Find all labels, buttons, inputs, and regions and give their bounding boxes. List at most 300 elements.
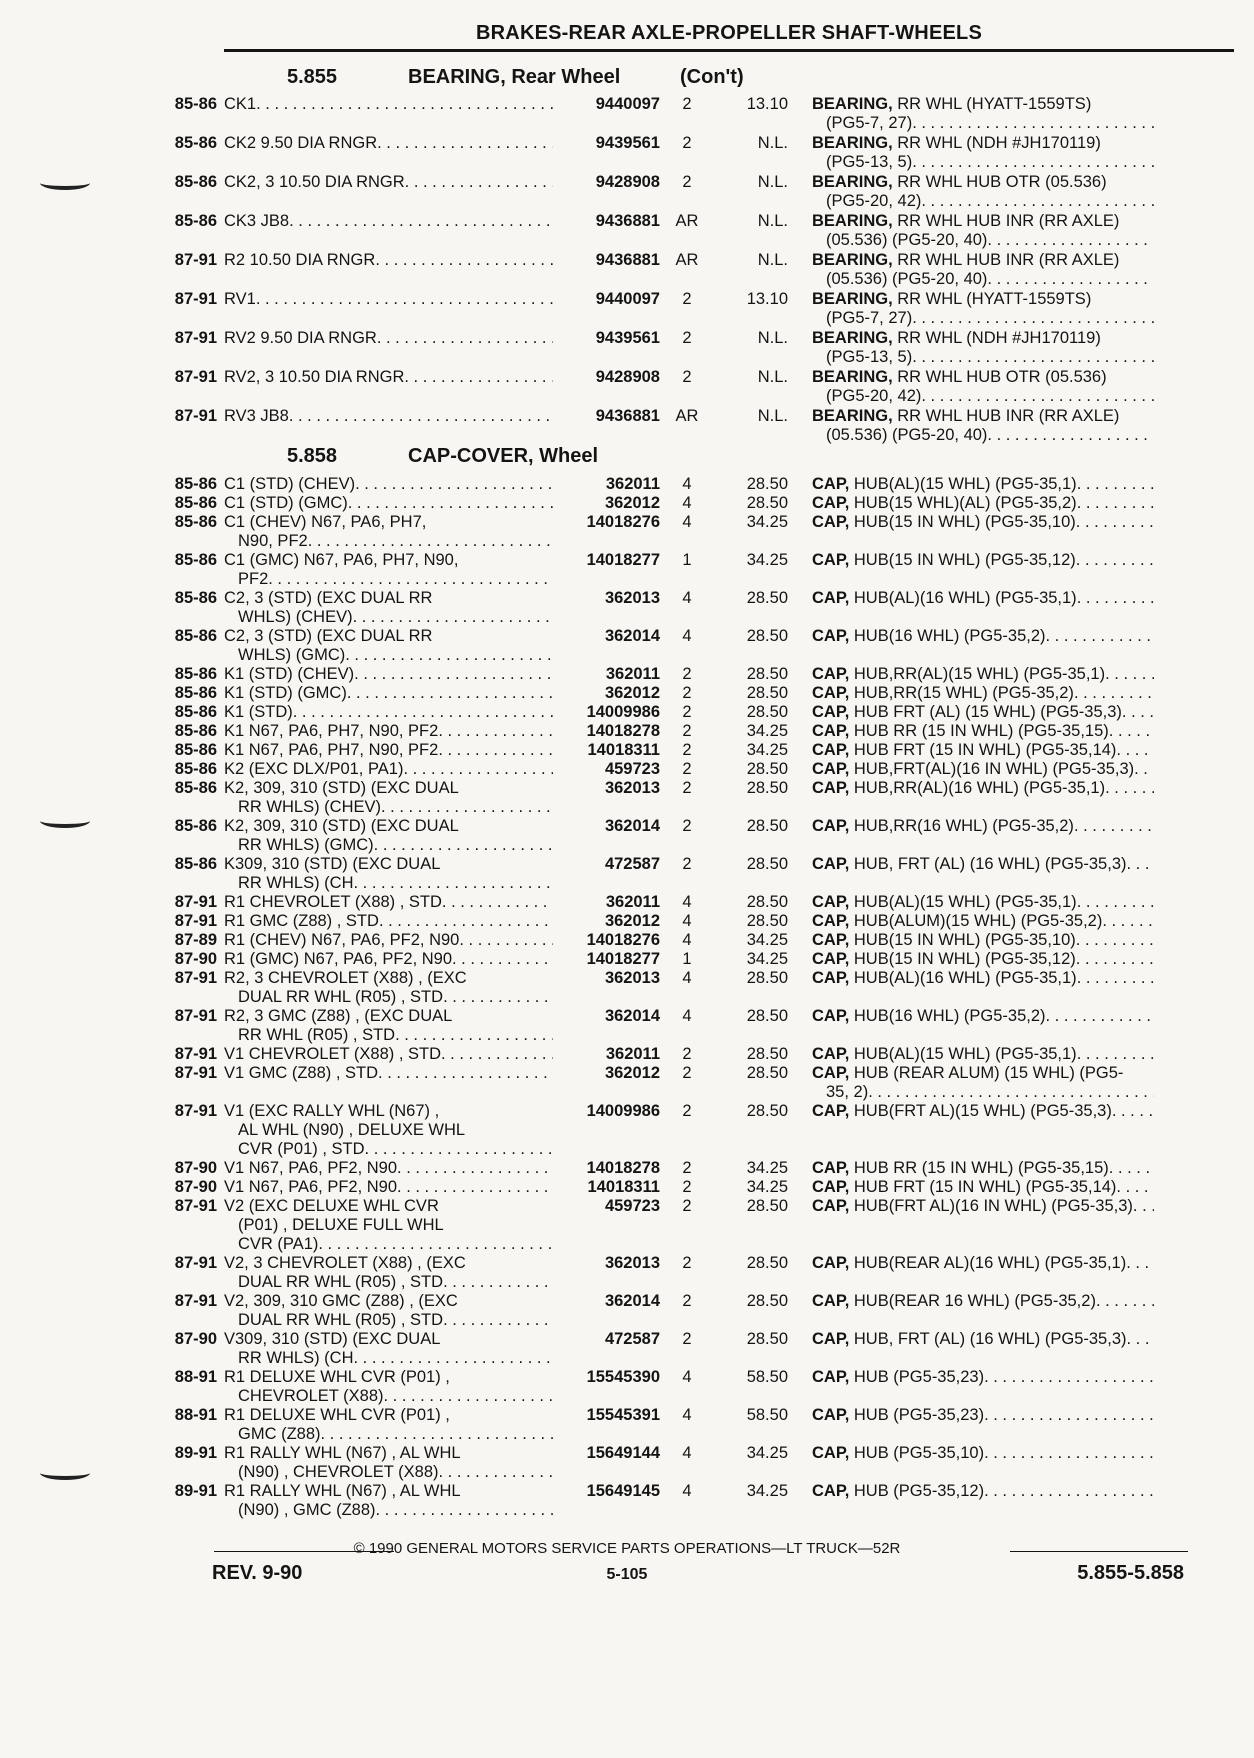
part-row [0, 893, 1254, 912]
quantity: 4 [682, 1444, 692, 1462]
part-number: 9428908 [595, 173, 660, 191]
part-name [788, 1482, 1154, 1501]
part-name-line [812, 950, 1154, 969]
part-name-line [812, 329, 1154, 348]
description-line [224, 1330, 553, 1349]
dot-leader [1076, 931, 1154, 950]
quantity: 2 [682, 1254, 692, 1272]
model-years: 85-86 [174, 684, 217, 702]
part-name-line [812, 513, 1154, 532]
part-name-line [812, 407, 1154, 426]
list-price: 28.50 [746, 684, 788, 702]
part-row [0, 95, 1254, 133]
dot-leader [443, 1273, 553, 1292]
part-number: 15545391 [586, 1406, 660, 1424]
list-price: 28.50 [746, 1007, 788, 1025]
description-text: R1 RALLY WHL (N67) , AL WHL [224, 1444, 461, 1462]
description-line [224, 988, 553, 1007]
part-qualifier: HUB (PG5-35,10) [849, 1444, 985, 1462]
part-row [0, 627, 1254, 665]
application-description [224, 741, 559, 760]
application-description [224, 134, 559, 153]
part-row [0, 368, 1254, 406]
part-name [788, 329, 1154, 367]
dot-leader [268, 570, 553, 589]
model-years: 87-91 [174, 407, 217, 425]
part-name-text [812, 1178, 1116, 1197]
part-qualifier: RR WHL HUB OTR (05.536) [892, 173, 1107, 191]
dot-leader [1077, 494, 1154, 513]
part-name-text [812, 950, 1076, 969]
part-noun: CAP, [812, 589, 850, 607]
part-name [788, 1159, 1154, 1178]
part-noun: CAP, [812, 551, 850, 569]
list-price: 28.50 [746, 1045, 788, 1063]
list-price: 34.25 [746, 513, 788, 531]
part-qualifier: HUB(15 IN WHL) (PG5-35,12) [849, 551, 1076, 569]
description-text: K1 N67, PA6, PH7, N90, PF2 [224, 722, 439, 740]
list-price: 28.50 [746, 1292, 788, 1310]
dot-leader [375, 251, 553, 270]
application-description [224, 855, 559, 893]
dot-leader [397, 1159, 553, 1178]
dot-leader [1077, 1045, 1154, 1064]
description-line [224, 703, 553, 722]
part-noun: CAP, [812, 1368, 850, 1386]
application-description [224, 251, 559, 270]
model-years: 85-86 [174, 134, 217, 152]
list-price: N.L. [757, 329, 788, 347]
model-years: 85-86 [174, 760, 217, 778]
model-years: 85-86 [174, 95, 217, 113]
model-years: 87-91 [174, 969, 217, 987]
description-line [224, 134, 553, 153]
part-row [0, 1102, 1254, 1159]
part-name-text [812, 684, 1074, 703]
description-text: RR WHLS) (CH [238, 874, 354, 892]
part-name-text: (PG5-7, 27) [826, 114, 913, 132]
part-name [788, 950, 1154, 969]
part-noun: CAP, [812, 893, 850, 911]
part-number: 14018278 [586, 722, 660, 740]
description-line [224, 627, 553, 646]
quantity: 2 [682, 95, 692, 113]
part-noun: CAP, [812, 950, 850, 968]
quantity: 2 [682, 760, 692, 778]
list-price: 28.50 [746, 1330, 788, 1348]
model-years: 87-90 [174, 1330, 217, 1348]
page-title: BRAKES-REAR AXLE-PROPELLER SHAFT-WHEELS [476, 22, 982, 44]
part-qualifier: HUB (PG5-35,23) [849, 1368, 985, 1386]
part-name-line [812, 1197, 1154, 1216]
part-name [788, 684, 1154, 703]
part-name-line [812, 114, 1154, 133]
part-row [0, 1406, 1254, 1444]
application-description [224, 1406, 559, 1444]
description-text: C2, 3 (STD) (EXC DUAL RR [224, 589, 433, 607]
part-name [788, 912, 1154, 931]
list-price: 28.50 [746, 969, 788, 987]
description-text: V1 N67, PA6, PF2, N90 [224, 1159, 398, 1177]
description-text: RV2, 3 10.50 DIA RNGR [224, 368, 405, 386]
part-row [0, 329, 1254, 367]
part-name-text: (05.536) (PG5-20, 40) [826, 231, 988, 249]
part-row [0, 1064, 1254, 1102]
part-name-line [812, 1102, 1154, 1121]
part-row [0, 684, 1254, 703]
part-row [0, 950, 1254, 969]
description-line [224, 722, 553, 741]
list-price: N.L. [757, 173, 788, 191]
part-name-text [812, 290, 1091, 309]
dot-leader [1116, 741, 1154, 760]
list-price: 28.50 [746, 703, 788, 721]
model-years: 87-89 [174, 931, 217, 949]
description-text: V309, 310 (STD) (EXC DUAL [224, 1330, 441, 1348]
part-row [0, 912, 1254, 931]
model-years: 87-91 [174, 368, 217, 386]
part-name-line [812, 270, 1154, 289]
dot-leader [1102, 912, 1154, 931]
part-qualifier: HUB,RR(16 WHL) (PG5-35,2) [849, 817, 1074, 835]
part-name-text [812, 1482, 984, 1501]
description-text: C1 (CHEV) N67, PA6, PH7, [224, 513, 427, 531]
description-line [224, 290, 553, 309]
part-qualifier: HUB FRT (AL) (15 WHL) (PG5-35,3) [849, 703, 1122, 721]
description-line [224, 1292, 553, 1311]
part-number: 14018277 [586, 950, 660, 968]
part-noun: CAP, [812, 1197, 850, 1215]
dot-leader [912, 114, 1154, 133]
description-text: RV3 JB8 [224, 407, 289, 425]
description-text: K1 (STD) [224, 703, 293, 721]
part-noun: CAP, [812, 855, 850, 873]
part-qualifier: HUB, FRT (AL) (16 WHL) (PG5-35,3) [849, 1330, 1127, 1348]
application-description [224, 779, 559, 817]
dot-leader [345, 646, 553, 665]
model-years: 85-86 [174, 665, 217, 683]
application-description [224, 329, 559, 348]
part-name-line [812, 855, 1154, 874]
description-text: PF2 [238, 570, 269, 588]
part-name-text: (PG5-20, 42) [826, 387, 922, 405]
part-name-line [812, 494, 1154, 513]
part-name-text [812, 513, 1076, 532]
description-line [224, 1425, 553, 1444]
part-number: 14018277 [586, 551, 660, 569]
application-description [224, 1254, 559, 1292]
model-years: 85-86 [174, 779, 217, 797]
section-code: 5.855 [287, 66, 338, 88]
part-name-line [812, 741, 1154, 760]
model-years: 85-86 [174, 551, 217, 569]
part-number: 459723 [604, 760, 660, 778]
description-line [224, 173, 553, 192]
part-qualifier: RR WHL HUB OTR (05.536) [892, 368, 1107, 386]
list-price: 28.50 [746, 779, 788, 797]
quantity: 4 [682, 931, 692, 949]
part-noun: CAP, [812, 1102, 850, 1120]
part-qualifier: HUB RR (15 IN WHL) (PG5-35,15) [849, 722, 1109, 740]
dot-leader [987, 270, 1154, 289]
part-name-text: (PG5-13, 5) [826, 153, 913, 171]
description-text: CVR (P01) , STD [238, 1140, 365, 1158]
part-row [0, 173, 1254, 211]
quantity: 4 [682, 589, 692, 607]
quantity: 4 [682, 513, 692, 531]
part-noun: CAP, [812, 513, 850, 531]
quantity: 2 [682, 817, 692, 835]
part-name-line [812, 231, 1154, 250]
model-years: 87-90 [174, 1178, 217, 1196]
description-text: C1 (STD) (GMC) [224, 494, 348, 512]
quantity: AR [675, 407, 699, 425]
part-name-text [812, 251, 1119, 270]
application-description [224, 551, 559, 589]
description-text: R1 DELUXE WHL CVR (P01) , [224, 1368, 450, 1386]
quantity: 4 [682, 1007, 692, 1025]
dot-leader [374, 836, 553, 855]
description-line [224, 950, 553, 969]
list-price: 34.25 [746, 1159, 788, 1177]
list-price: 13.10 [746, 290, 788, 308]
dot-leader [1077, 475, 1154, 494]
part-name [788, 134, 1154, 172]
model-years: 87-91 [174, 1045, 217, 1063]
description-line [224, 874, 553, 893]
part-name [788, 368, 1154, 406]
part-number: 9440097 [595, 95, 660, 113]
quantity: 4 [682, 1482, 692, 1500]
part-name-text: (05.536) (PG5-20, 40) [826, 270, 988, 288]
application-description [224, 1482, 559, 1520]
footer-page-number: 5-105 [606, 1566, 648, 1583]
description-line [224, 893, 553, 912]
part-number: 362013 [604, 779, 660, 797]
part-row [0, 251, 1254, 289]
part-name [788, 513, 1154, 532]
part-qualifier: HUB(15 IN WHL) (PG5-35,10) [849, 513, 1076, 531]
part-qualifier: RR WHL HUB INR (RR AXLE) [892, 407, 1120, 425]
description-text: K309, 310 (STD) (EXC DUAL [224, 855, 441, 873]
part-name-line [812, 1045, 1154, 1064]
part-name-line [812, 817, 1154, 836]
dot-leader [1112, 1102, 1154, 1121]
part-row [0, 1444, 1254, 1482]
part-noun: CAP, [812, 1178, 850, 1196]
dot-leader [395, 1026, 553, 1045]
part-name [788, 969, 1154, 988]
part-name-line [812, 290, 1154, 309]
description-text: K1 (STD) (CHEV) [224, 665, 355, 683]
part-qualifier: RR WHL HUB INR (RR AXLE) [892, 251, 1120, 269]
dot-leader [921, 387, 1154, 406]
description-line [224, 855, 553, 874]
part-number: 362014 [604, 817, 660, 835]
part-name-text [812, 665, 1105, 684]
part-name-text [812, 1197, 1133, 1216]
description-text: CVR (PA1) [238, 1235, 319, 1253]
dot-leader [1109, 722, 1154, 741]
list-price: 28.50 [746, 475, 788, 493]
quantity: 4 [682, 969, 692, 987]
quantity: 2 [682, 290, 692, 308]
dot-leader [442, 893, 553, 912]
application-description [224, 684, 559, 703]
list-price: 28.50 [746, 855, 788, 873]
section-name: BEARING, Rear Wheel [408, 66, 621, 88]
application-description [224, 95, 559, 114]
dot-leader [921, 192, 1154, 211]
part-noun: CAP, [812, 475, 850, 493]
model-years: 85-86 [174, 475, 217, 493]
section-name: CAP-COVER, Wheel [408, 445, 599, 467]
dot-leader [459, 931, 553, 950]
dot-leader [376, 1501, 553, 1520]
part-qualifier: HUB(AL)(15 WHL) (PG5-35,1) [849, 475, 1077, 493]
dot-leader [1122, 703, 1154, 722]
part-name-text: 35, 2) [826, 1083, 869, 1101]
part-row [0, 1007, 1254, 1045]
description-text: V1 N67, PA6, PF2, N90 [224, 1178, 398, 1196]
part-name-text [812, 1064, 1123, 1083]
dot-leader [256, 290, 553, 309]
part-qualifier: HUB(FRT AL)(16 IN WHL) (PG5-35,3) [849, 1197, 1133, 1215]
description-text: WHLS) (CHEV) [238, 608, 353, 626]
section-header [0, 445, 1254, 475]
model-years: 88-91 [174, 1406, 217, 1424]
part-name-text [812, 1368, 984, 1387]
footer-section-range: 5.855-5.858 [1077, 1562, 1184, 1584]
application-description [224, 1292, 559, 1330]
dot-leader [1105, 665, 1154, 684]
application-description [224, 1197, 559, 1254]
description-line [224, 1463, 553, 1482]
application-description [224, 407, 559, 426]
model-years: 87-91 [174, 1102, 217, 1120]
list-price: 28.50 [746, 1102, 788, 1120]
part-name-line [812, 931, 1154, 950]
description-line [224, 646, 553, 665]
part-name [788, 741, 1154, 760]
application-description [224, 722, 559, 741]
part-qualifier: HUB,RR(15 WHL) (PG5-35,2) [849, 684, 1074, 702]
section-rows [0, 95, 1254, 446]
model-years: 87-91 [174, 912, 217, 930]
description-line [224, 329, 553, 348]
part-noun: CAP, [812, 665, 850, 683]
quantity: 2 [682, 722, 692, 740]
description-line [224, 475, 553, 494]
part-name-line [812, 893, 1154, 912]
dot-leader [355, 475, 553, 494]
description-text: N90, PF2 [238, 532, 308, 550]
part-row [0, 779, 1254, 817]
part-name [788, 95, 1154, 133]
part-noun: CAP, [812, 1444, 850, 1462]
part-name [788, 1197, 1154, 1216]
part-row [0, 1292, 1254, 1330]
part-name [788, 290, 1154, 328]
quantity: 2 [682, 665, 692, 683]
part-number: 362011 [605, 475, 660, 493]
part-name [788, 1444, 1154, 1463]
part-name-line [812, 95, 1154, 114]
part-qualifier: HUB,RR(AL)(15 WHL) (PG5-35,1) [849, 665, 1106, 683]
part-noun: CAP, [812, 912, 850, 930]
description-line [224, 1197, 553, 1216]
part-number: 14018278 [586, 1159, 660, 1177]
dot-leader [912, 309, 1154, 328]
part-name-text [812, 931, 1076, 950]
application-description [224, 627, 559, 665]
part-name-line [812, 348, 1154, 367]
part-qualifier: RR WHL (NDH #JH170119) [892, 134, 1101, 152]
description-text: K1 (STD) (GMC) [224, 684, 347, 702]
part-name-text [812, 551, 1076, 570]
dot-leader [377, 329, 553, 348]
part-name [788, 1007, 1154, 1026]
part-number: 9439561 [595, 134, 660, 152]
dot-leader [1077, 969, 1154, 988]
part-name-text [812, 212, 1119, 231]
part-name [788, 760, 1154, 779]
application-description [224, 760, 559, 779]
part-number: 362013 [604, 589, 660, 607]
dot-leader [318, 1235, 553, 1254]
description-text: R2, 3 GMC (Z88) , (EXC DUAL [224, 1007, 453, 1025]
description-text: RV1 [224, 290, 256, 308]
part-name [788, 173, 1154, 211]
part-qualifier: HUB(15 WHL)(AL) (PG5-35,2) [849, 494, 1077, 512]
part-name-line [812, 153, 1154, 172]
part-row [0, 1159, 1254, 1178]
description-text: DUAL RR WHL (R05) , STD [238, 1273, 444, 1291]
part-name-text [812, 779, 1105, 798]
dot-leader [1126, 1254, 1154, 1273]
dot-leader [1046, 627, 1154, 646]
list-price: 34.25 [746, 741, 788, 759]
description-text: WHLS) (GMC) [238, 646, 346, 664]
section-code: 5.858 [287, 445, 338, 467]
dot-leader [405, 173, 553, 192]
part-name-text [812, 1292, 1096, 1311]
description-text: GMC (Z88) [238, 1425, 321, 1443]
quantity: 2 [682, 173, 692, 191]
part-noun: CAP, [812, 1007, 850, 1025]
part-name [788, 855, 1154, 874]
part-name-text [812, 912, 1102, 931]
dot-leader [1076, 513, 1154, 532]
part-name-text [812, 1007, 1046, 1026]
part-number: 362012 [604, 1064, 660, 1082]
application-description [224, 1064, 559, 1083]
description-line [224, 1216, 553, 1235]
application-description [224, 703, 559, 722]
dot-leader [439, 1463, 554, 1482]
dot-leader [1127, 1330, 1155, 1349]
dot-leader [384, 1387, 554, 1406]
description-line [224, 1121, 553, 1140]
application-description [224, 1368, 559, 1406]
model-years: 87-91 [174, 893, 217, 911]
part-noun: BEARING, [812, 212, 893, 230]
part-qualifier: HUB(16 WHL) (PG5-35,2) [849, 627, 1046, 645]
description-text: CK3 JB8 [224, 212, 290, 230]
description-line [224, 779, 553, 798]
part-name [788, 1102, 1154, 1121]
quantity: 1 [682, 950, 692, 968]
